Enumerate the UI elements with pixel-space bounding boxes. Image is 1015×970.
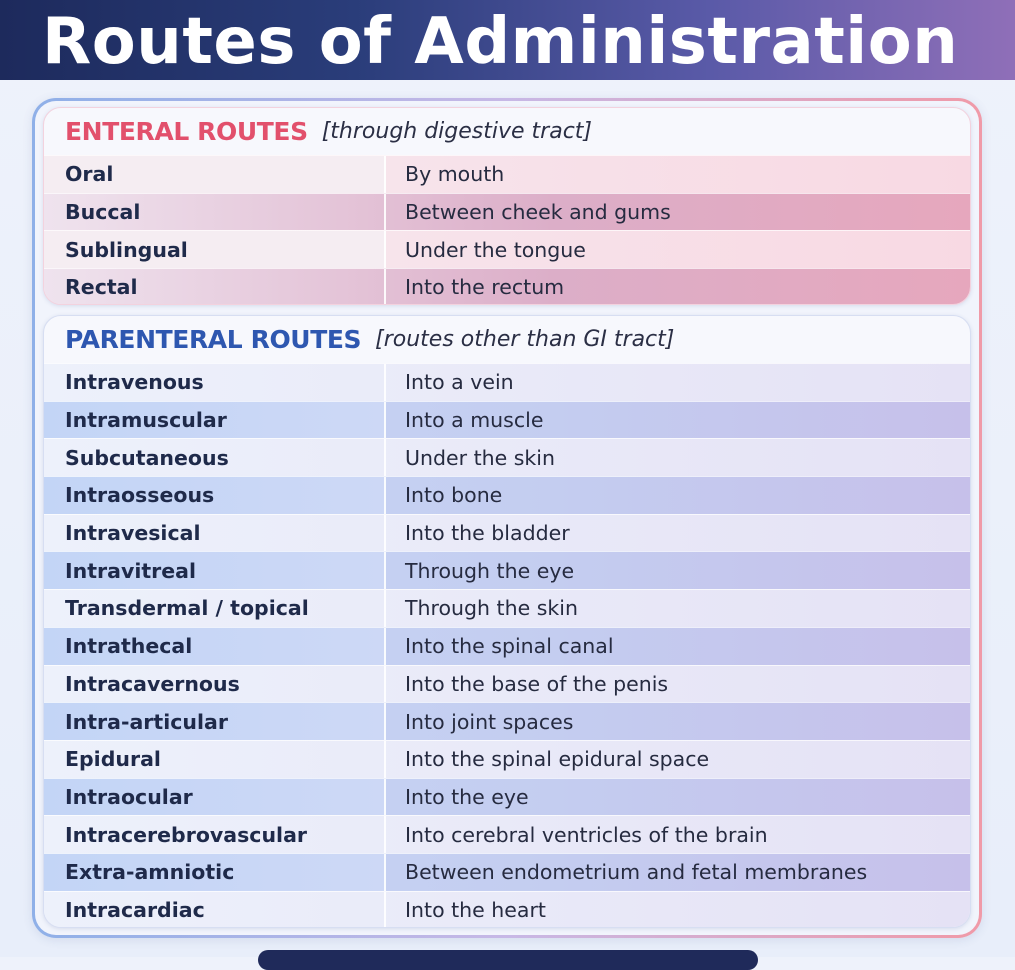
enteral-title: ENTERAL ROUTES [65,117,308,146]
table-row [44,193,971,231]
route-name: Subcutaneous [44,439,386,476]
route-name: Intra-articular [44,703,386,740]
route-name: Extra-amniotic [44,854,386,891]
table-row [44,853,971,891]
table-row [44,476,971,514]
route-description: Under the tongue [405,237,586,262]
table-row [44,268,971,305]
route-description: Into a vein [405,370,514,395]
route-description: By mouth [405,162,505,187]
table-row [44,155,971,193]
enteral-header [44,108,970,155]
route-description: Into the base of the penis [405,671,669,696]
route-description: Into bone [405,483,503,508]
route-name: Intracavernous [44,666,386,703]
route-description: Into the spinal canal [405,634,614,659]
route-description: Into the eye [405,784,529,809]
route-name: Intrathecal [44,628,386,665]
table-row [44,230,971,268]
route-name: Intracardiac [44,892,386,928]
parenteral-title: PARENTERAL ROUTES [65,325,362,354]
route-name: Intracerebrovascular [44,816,386,853]
table-row [44,778,971,816]
table-row [44,363,971,401]
enteral-routes-card [43,107,971,305]
route-description: Into joint spaces [405,709,574,734]
table-row [44,627,971,665]
route-description: Between cheek and gums [405,200,671,225]
page-title: Routes of Administration [42,5,959,79]
table-row [44,702,971,740]
table-row [44,815,971,853]
route-name: Intraocular [44,779,386,816]
route-description: Into a muscle [405,408,544,433]
parenteral-table [44,363,971,928]
parenteral-routes-card [43,315,971,928]
route-name: Intramuscular [44,402,386,439]
table-row [44,514,971,552]
table-row [44,438,971,476]
route-description: Into the heart [405,897,546,922]
parenteral-subtitle: [routes other than GI tract] [375,327,675,352]
route-name: Intravenous [44,364,386,401]
route-name: Sublingual [44,231,386,268]
table-row [44,551,971,589]
route-description: Through the skin [405,596,578,621]
route-name: Rectal [44,269,386,305]
route-description: Through the eye [405,558,575,583]
table-row [44,740,971,778]
table-row [44,589,971,627]
header-banner [0,0,1015,80]
route-name: Buccal [44,194,386,231]
route-name: Intravitreal [44,552,386,589]
route-description: Into the rectum [405,275,565,300]
parenteral-header [44,316,970,363]
route-description: Under the skin [405,445,555,470]
enteral-table [44,155,971,305]
route-name: Epidural [44,741,386,778]
table-row [44,665,971,703]
route-description: Into cerebral ventricles of the brain [405,822,768,847]
route-description: Into the bladder [405,521,570,546]
route-name: Intravesical [44,515,386,552]
enteral-subtitle: [through digestive tract] [321,119,593,144]
route-name: Oral [44,156,386,193]
footer-bar [258,950,758,970]
route-description: Between endometrium and fetal membranes [405,860,868,885]
route-name: Intraosseous [44,477,386,514]
table-row [44,891,971,928]
route-description: Into the spinal epidural space [405,747,710,772]
route-name: Transdermal / topical [44,590,386,627]
table-row [44,401,971,439]
